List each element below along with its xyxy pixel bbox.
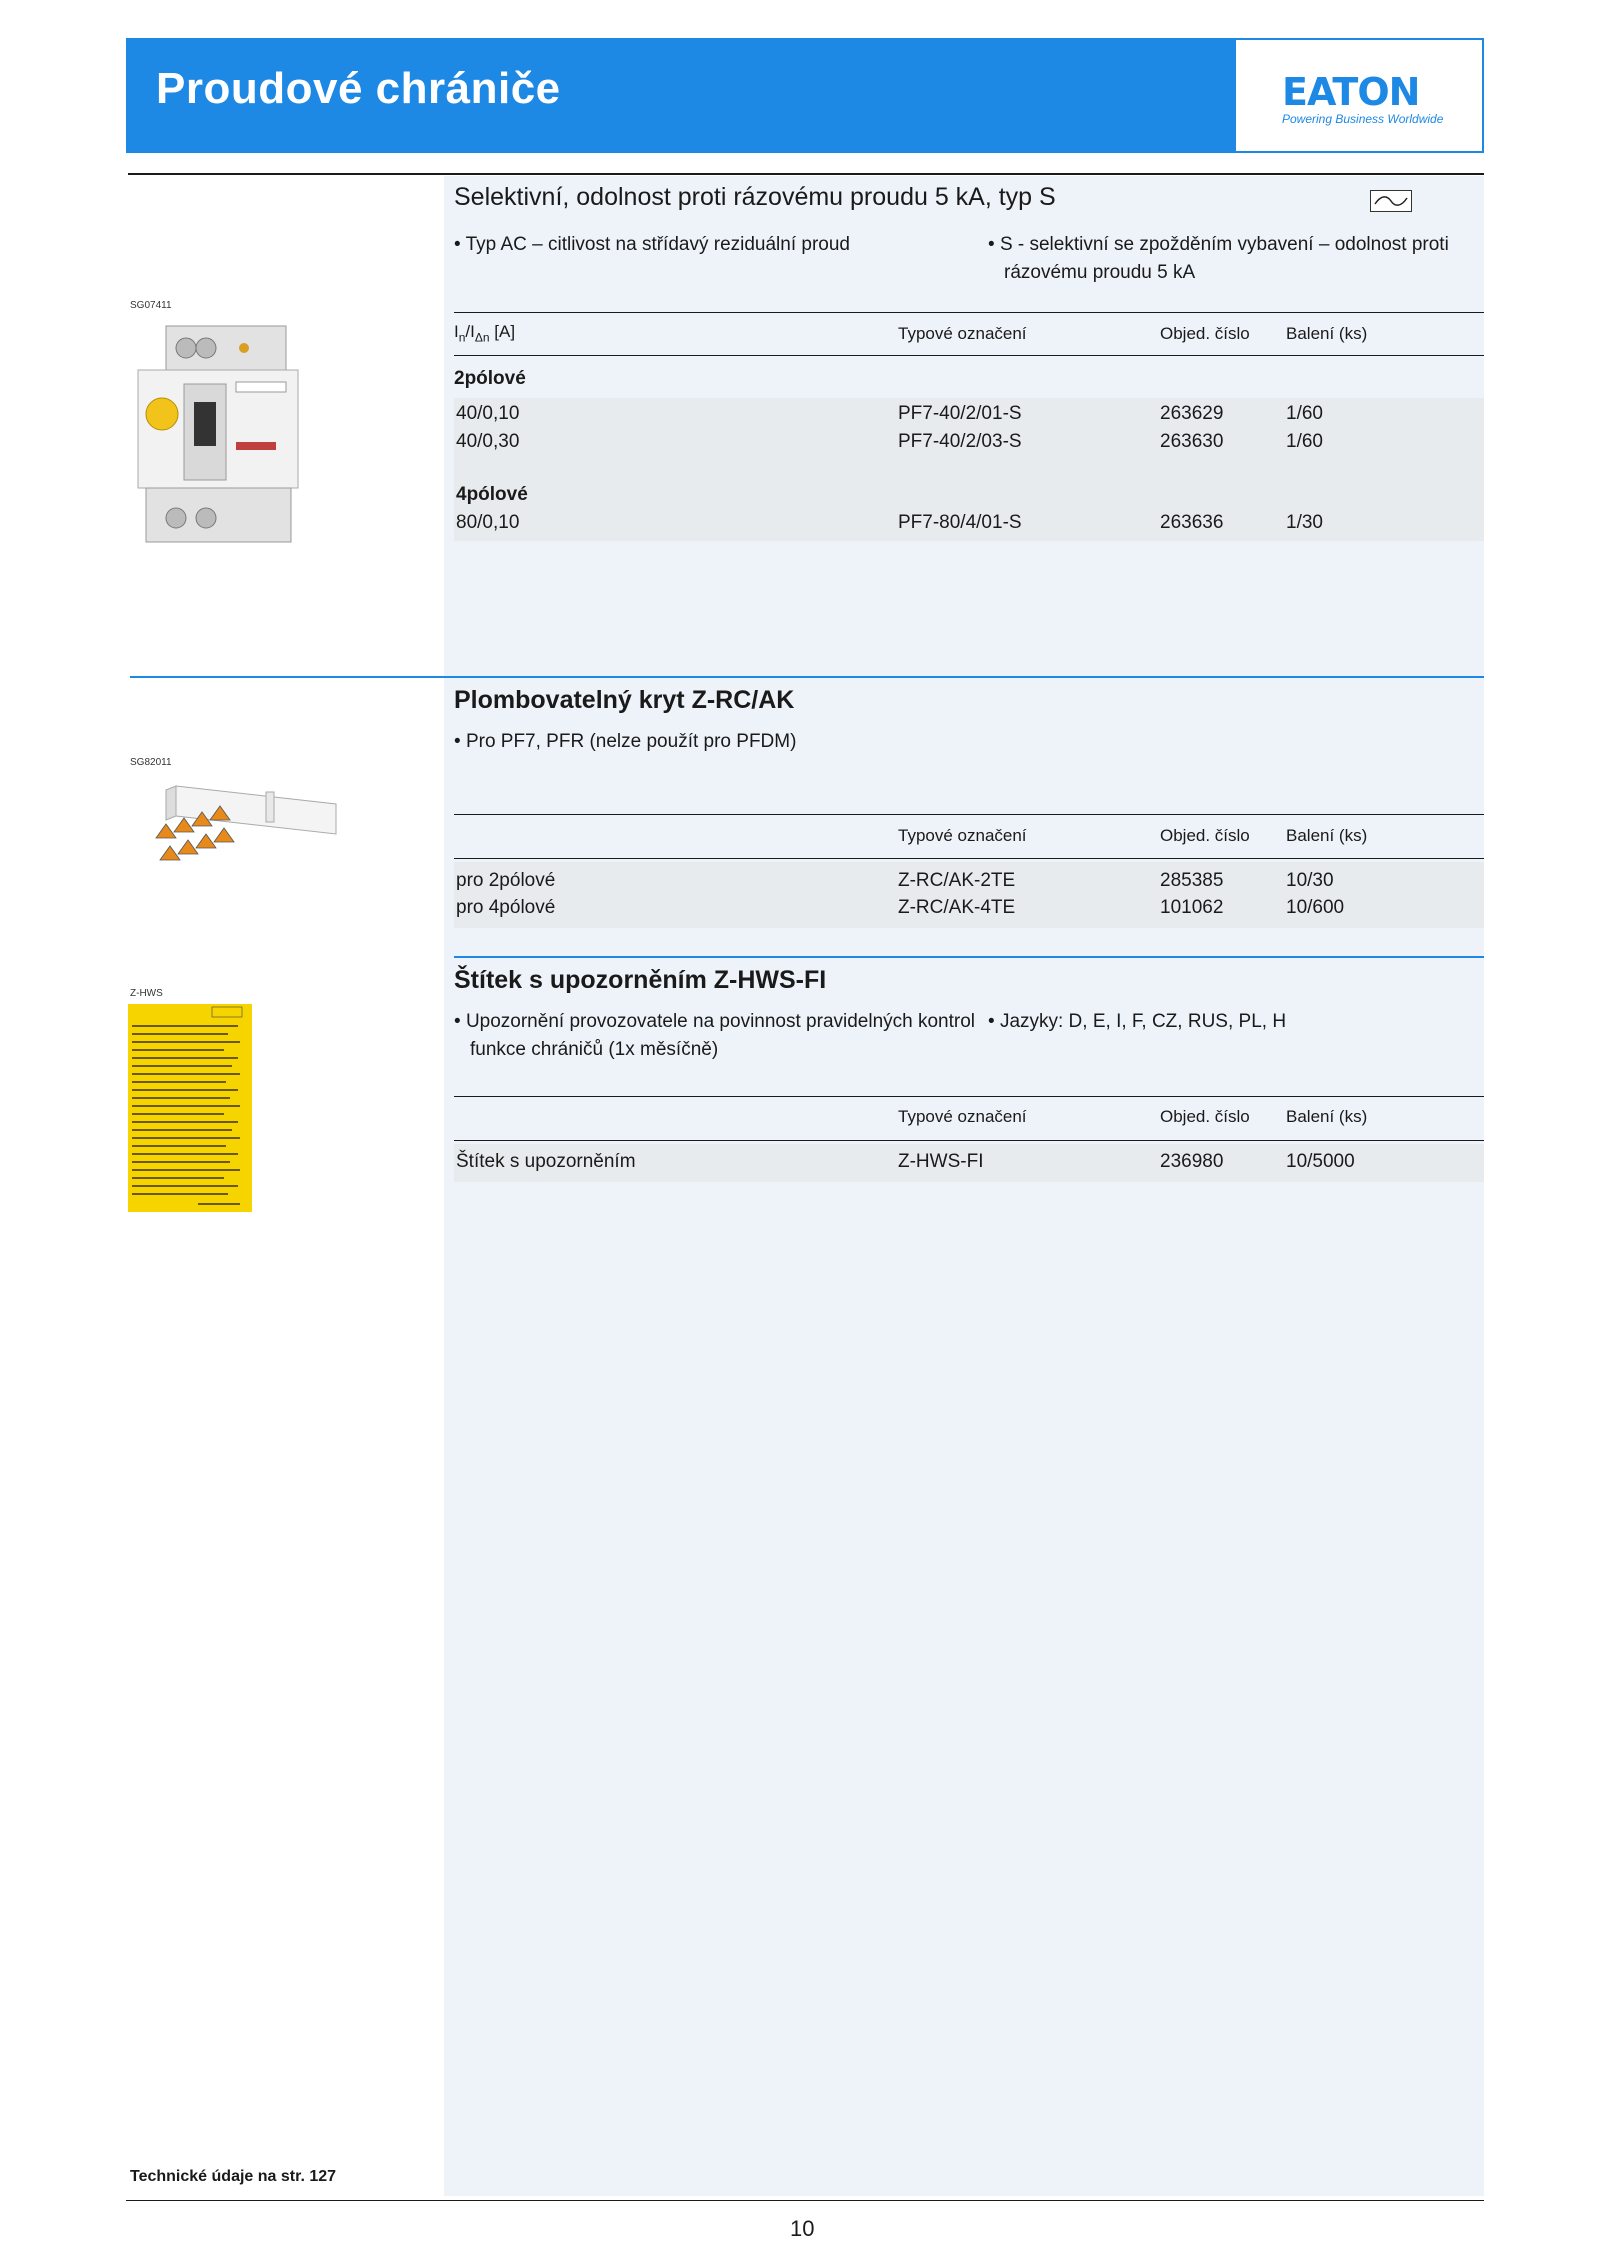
image-code: Z-HWS — [130, 988, 163, 999]
section-divider — [454, 956, 1484, 958]
bullet-item: • Pro PF7, PFR (nelze použít pro PFDM) — [454, 731, 797, 752]
seal-cover-image — [136, 776, 348, 876]
table-row: 40/0,10 PF7-40/2/01-S 263629 1/60 — [456, 403, 1323, 424]
table-row: Štítek s upozorněním Z-HWS-FI 236980 10/5000 — [456, 1151, 1355, 1172]
table-rule — [454, 355, 1484, 356]
logo-tagline: Powering Business Worldwide — [1282, 112, 1444, 126]
footer-rule — [126, 2200, 1484, 2201]
column-header: Balení (ks) — [1286, 1107, 1368, 1126]
page-title: Proudové chrániče — [156, 64, 561, 113]
section-title: Plombovatelný kryt Z-RC/AK — [454, 686, 795, 714]
warning-label-image — [128, 1004, 252, 1212]
table-rule — [454, 1140, 1484, 1141]
section-title: Selektivní, odolnost proti rázovému proudu 5 kA, typ S — [454, 183, 1056, 211]
table-row: 80/0,10 PF7-80/4/01-S 263636 1/30 — [456, 512, 1323, 533]
column-header: Typové označení — [898, 1107, 1027, 1126]
table-rule — [454, 858, 1484, 859]
bullet-item: • Jazyky: D, E, I, F, CZ, RUS, PL, H — [988, 1011, 1287, 1032]
eaton-logo: EATON — [1282, 70, 1420, 114]
image-code: SG07411 — [130, 300, 172, 311]
type-s-symbol — [1370, 190, 1412, 212]
rcd-product-image — [136, 318, 306, 548]
table-rule — [454, 814, 1484, 815]
bullet-item: • Typ AC – citlivost na střídavý reziduální proud — [454, 234, 851, 255]
column-header: Objed. číslo — [1160, 1107, 1250, 1126]
technical-data-note: Technické údaje na str. 127 — [130, 2168, 337, 2185]
group-label: 4pólové — [456, 484, 528, 505]
section-divider — [130, 676, 1484, 678]
table-rule — [454, 312, 1484, 313]
column-header: $I_n/I_{\Delta n}$ [A] — [454, 322, 516, 345]
table-row: 40/0,30 PF7-40/2/03-S 263630 1/60 — [456, 431, 1323, 452]
table-row: pro 2pólové Z-RC/AK-2TE 285385 10/30 — [456, 870, 1334, 891]
table-row: pro 4pólové Z-RC/AK-4TE 101062 10/600 — [456, 897, 1345, 918]
sine-wave-icon — [1371, 191, 1411, 211]
section-title: Štítek s upozorněním Z-HWS-FI — [454, 966, 827, 994]
section-divider — [128, 173, 1484, 175]
column-header: Objed. číslo — [1160, 826, 1250, 845]
column-header: Balení (ks) — [1286, 324, 1368, 343]
bullet-item: • S - selektivní se zpožděním vybavení – odolnost proti rázovému proudu 5 kA — [988, 234, 1449, 283]
column-header: Balení (ks) — [1286, 826, 1368, 845]
group-label: 2pólové — [454, 368, 526, 389]
bullet-item: • Upozornění provozovatele na povinnost pravidelných kontrol funkce chráničů (1x měsíčně) — [454, 1011, 976, 1060]
column-header: Typové označení — [898, 324, 1027, 343]
page-number: 10 — [790, 2216, 815, 2241]
image-code: SG82011 — [130, 757, 172, 768]
column-header: Objed. číslo — [1160, 324, 1250, 343]
column-header: Typové označení — [898, 826, 1027, 845]
table-rule — [454, 1096, 1484, 1097]
